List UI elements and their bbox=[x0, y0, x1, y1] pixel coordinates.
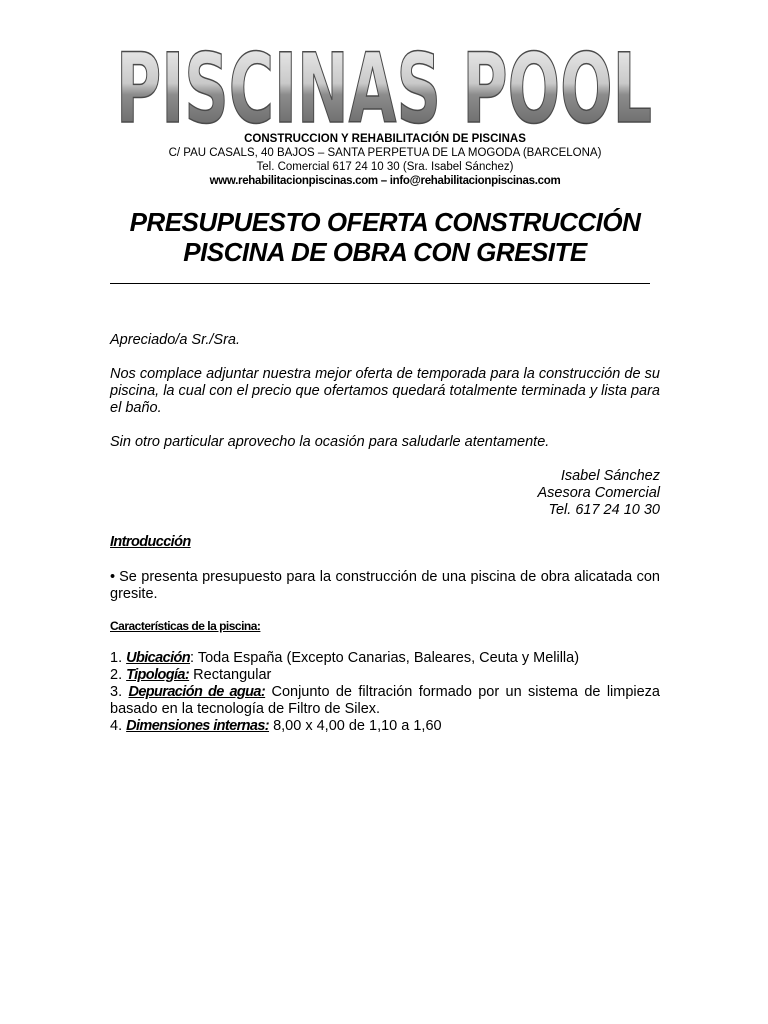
company-address: C/ PAU CASALS, 40 BAJOS – SANTA PERPETUA DE LA MOGODA (BARCELONA) bbox=[168, 147, 602, 159]
item-value: Toda España (Excepto Canarias, Baleares, Ceuta y Melilla) bbox=[194, 650, 580, 666]
bullet-icon: • bbox=[110, 569, 116, 585]
title-line-2: PISCINA DE OBRA CON GRESITE bbox=[183, 237, 587, 267]
title-line-1: PRESUPUESTO OFERTA CONSTRUCCIÓN bbox=[129, 207, 641, 237]
letter-greeting: Apreciado/a Sr./Sra. bbox=[110, 332, 241, 348]
item-key: Ubicación bbox=[126, 650, 191, 666]
letter-paragraph-2: Sin otro particular aprovecho la ocasión para saludarle atentamente. bbox=[110, 434, 550, 450]
item-key: Dimensiones internas: bbox=[126, 718, 270, 734]
item-number: 3. bbox=[110, 684, 123, 700]
item-separator: : bbox=[190, 650, 195, 666]
characteristics-list bbox=[110, 650, 660, 735]
company-logo bbox=[112, 42, 656, 130]
item-number: 4. bbox=[110, 718, 123, 734]
item-number: 2. bbox=[110, 667, 123, 683]
logo-text: PISCINAS POOL bbox=[116, 42, 652, 130]
company-web-email: www.rehabilitacionpiscinas.com – info@rehabilitacionpiscinas.com bbox=[209, 175, 561, 187]
intro-text bbox=[110, 569, 660, 603]
title-divider bbox=[110, 283, 650, 284]
cover-letter bbox=[110, 332, 660, 519]
list-item bbox=[110, 718, 660, 735]
item-value: 8,00 x 4,00 de 1,10 a 1,60 bbox=[269, 718, 442, 734]
letterhead bbox=[110, 132, 660, 188]
list-item bbox=[110, 650, 660, 667]
item-key: Tipología: bbox=[126, 667, 190, 683]
signature-name: Isabel Sánchez bbox=[560, 468, 660, 484]
item-value: Rectangular bbox=[189, 667, 272, 683]
characteristics-heading: Características de la piscina: bbox=[110, 619, 261, 633]
company-tagline: CONSTRUCCION Y REHABILITACIÓN DE PISCINAS bbox=[244, 133, 526, 145]
letter-paragraph-1: Nos complace adjuntar nuestra mejor oferta de temporada para la construcción de su piscina, la cual con el precio que ofertamos quedará totalmente terminada y lista para el baño. bbox=[110, 366, 660, 416]
item-key: Depuración de agua: bbox=[128, 684, 266, 700]
logo-graphic bbox=[112, 42, 656, 130]
company-phone: Tel. Comercial 617 24 10 30 (Sra. Isabel Sánchez) bbox=[256, 161, 514, 173]
signature-phone: Tel. 617 24 10 30 bbox=[548, 502, 660, 518]
list-item bbox=[110, 684, 660, 718]
signature-role: Asesora Comercial bbox=[537, 485, 660, 501]
document-title bbox=[110, 207, 660, 267]
intro-text-body: Se presenta presupuesto para la construcción de una piscina de obra alicatada con gresite. bbox=[110, 569, 660, 602]
intro-heading: Introducción bbox=[110, 534, 191, 550]
item-value: Conjunto de filtración formado por un sistema de limpieza basado en la tecnología de Filtro de Silex. bbox=[110, 684, 661, 717]
item-number: 1. bbox=[110, 650, 123, 666]
list-item bbox=[110, 667, 660, 684]
